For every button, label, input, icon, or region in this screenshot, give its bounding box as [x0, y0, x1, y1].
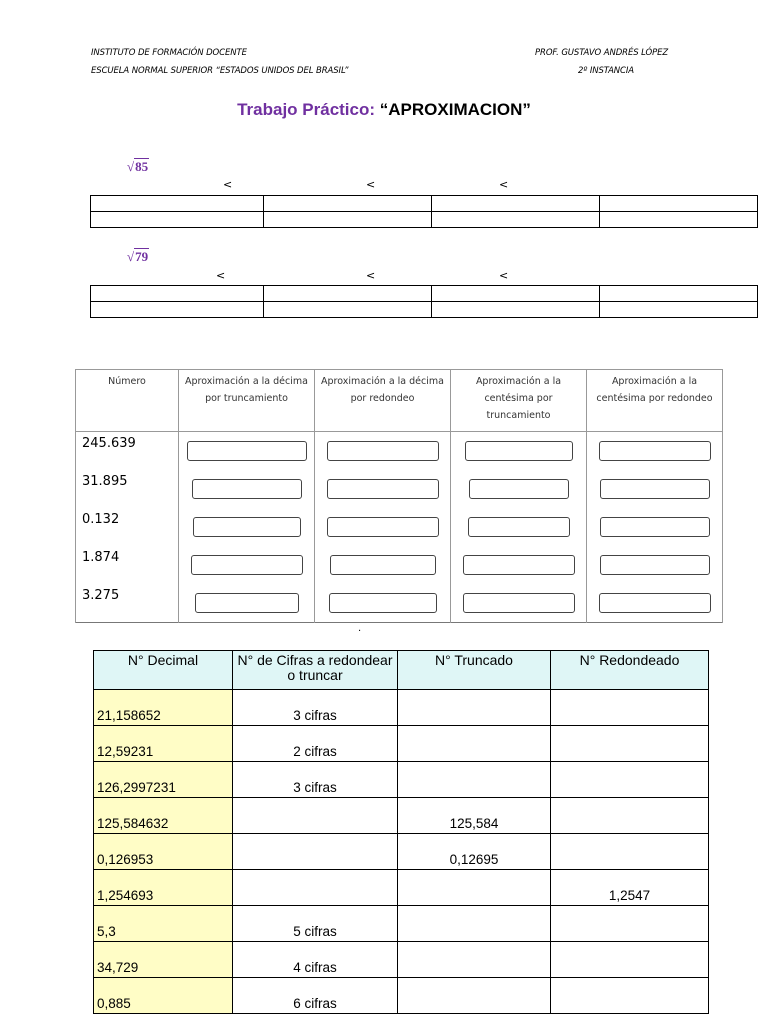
truncated-cell[interactable] — [398, 906, 551, 942]
decimal-cell: 0,126953 — [94, 834, 233, 870]
answer-box[interactable] — [191, 555, 303, 575]
answer-cell[interactable] — [264, 286, 432, 302]
less-than-sign: < — [366, 178, 376, 191]
header-rounded: N° Redondeado — [551, 651, 709, 690]
digits-cell[interactable] — [233, 798, 398, 834]
periodic-decimal: 34,729 — [97, 960, 139, 975]
header-hundredth-truncation: Aproximación a la centésima por truncamiento — [451, 370, 587, 432]
answer-cell[interactable] — [432, 302, 600, 318]
table-row — [76, 584, 723, 623]
header-decimal: N° Decimal — [94, 651, 233, 690]
table-row — [94, 906, 709, 942]
answer-cell[interactable] — [600, 196, 758, 212]
answer-cell[interactable] — [264, 212, 432, 228]
answer-cell[interactable] — [91, 286, 264, 302]
answer-box[interactable] — [187, 441, 307, 461]
rounded-cell[interactable] — [551, 762, 709, 798]
sqrt-85-table — [90, 195, 758, 228]
answer-box[interactable] — [195, 593, 299, 613]
digits-cell[interactable] — [233, 870, 398, 906]
rounded-cell[interactable] — [551, 906, 709, 942]
number-cell: 245.639 — [76, 432, 179, 471]
sqrt-79-table — [90, 285, 758, 318]
decimal-table — [93, 650, 709, 1014]
table-row — [94, 834, 709, 870]
answer-box[interactable] — [465, 441, 573, 461]
number-cell: 3.275 — [76, 584, 179, 623]
answer-box[interactable] — [327, 517, 439, 537]
digits-cell: 6 cifras — [233, 978, 398, 1014]
radicand: 79 — [135, 249, 149, 264]
header-tenth-rounding: Aproximación a la décima por redondeo — [315, 370, 451, 432]
table-row — [94, 690, 709, 726]
header-tenth-truncation: Aproximación a la décima por truncamiento — [179, 370, 315, 432]
rounded-cell[interactable] — [551, 690, 709, 726]
digits-cell: 4 cifras — [233, 942, 398, 978]
header-hundredth-rounding: Aproximación a la centésima por redondeo — [587, 370, 723, 432]
title-main: “APROXIMACION” — [379, 100, 531, 119]
answer-box[interactable] — [463, 555, 575, 575]
decimal-cell: 21,158652 — [94, 690, 233, 726]
less-than-sign: < — [366, 269, 376, 282]
answer-cell[interactable] — [600, 286, 758, 302]
decimal-cell — [94, 978, 233, 1014]
answer-cell[interactable] — [432, 196, 600, 212]
digits-cell: 3 cifras — [233, 690, 398, 726]
table-row — [76, 508, 723, 546]
less-than-sign: < — [216, 269, 226, 282]
header-number: Número — [76, 370, 179, 432]
sqrt-symbol: √ — [127, 249, 135, 264]
truncated-cell[interactable] — [398, 762, 551, 798]
decimal-cell: 12,59231 — [94, 726, 233, 762]
digits-cell: 2 cifras — [233, 726, 398, 762]
answer-box[interactable] — [600, 479, 710, 499]
sqrt-79 — [127, 249, 149, 265]
truncated-cell[interactable] — [398, 942, 551, 978]
table-row — [94, 942, 709, 978]
less-than-sign: < — [499, 269, 509, 282]
answer-box[interactable] — [469, 479, 569, 499]
decimal-cell: 125,584632 — [94, 798, 233, 834]
answer-box[interactable] — [600, 517, 710, 537]
table-row — [76, 546, 723, 584]
digits-cell[interactable] — [233, 834, 398, 870]
instance-label: 2º INSTANCIA — [578, 66, 635, 76]
header-truncated: N° Truncado — [398, 651, 551, 690]
answer-box[interactable] — [330, 555, 436, 575]
truncated-cell[interactable] — [398, 690, 551, 726]
decimal-cell — [94, 942, 233, 978]
school-name: ESCUELA NORMAL SUPERIOR “ESTADOS UNIDOS DEL BRASIL” — [91, 66, 349, 76]
answer-cell[interactable] — [91, 302, 264, 318]
less-than-sign: < — [499, 178, 509, 191]
answer-box[interactable] — [193, 517, 301, 537]
header-digits: N° de Cifras a redondear o truncar — [233, 651, 398, 690]
sqrt-symbol: √ — [127, 159, 135, 174]
truncated-cell[interactable] — [398, 870, 551, 906]
rounded-cell[interactable] — [551, 942, 709, 978]
institute-name: INSTITUTO DE FORMACIÓN DOCENTE — [91, 48, 247, 58]
number-cell: 1.874 — [76, 546, 179, 584]
decimal-cell — [94, 906, 233, 942]
answer-box[interactable] — [329, 593, 437, 613]
rounded-cell[interactable] — [551, 978, 709, 1014]
answer-box[interactable] — [327, 479, 439, 499]
sqrt-85 — [127, 159, 149, 175]
answer-box[interactable] — [463, 593, 575, 613]
answer-cell[interactable] — [264, 302, 432, 318]
table-row — [94, 762, 709, 798]
decimal-cell: 1,254693 — [94, 870, 233, 906]
rounded-cell[interactable] — [551, 834, 709, 870]
periodic-decimal: 0,885 — [97, 996, 131, 1011]
table-row — [94, 726, 709, 762]
truncated-cell[interactable] — [398, 726, 551, 762]
table-row — [94, 978, 709, 1014]
answer-cell[interactable] — [432, 212, 600, 228]
answer-box[interactable] — [599, 441, 711, 461]
rounded-cell[interactable] — [551, 798, 709, 834]
truncated-cell[interactable] — [398, 978, 551, 1014]
answer-box[interactable] — [192, 479, 302, 499]
table-row — [94, 798, 709, 834]
digits-cell: 5 cifras — [233, 906, 398, 942]
truncated-cell: 125,584 — [398, 798, 551, 834]
approximation-table — [75, 369, 723, 623]
answer-box[interactable] — [600, 555, 710, 575]
rounded-cell: 1,2547 — [551, 870, 709, 906]
number-cell: 0.132 — [76, 508, 179, 546]
digits-cell: 3 cifras — [233, 762, 398, 798]
rounded-cell[interactable] — [551, 726, 709, 762]
page-title — [0, 100, 768, 120]
number-cell: 31.895 — [76, 470, 179, 508]
answer-box[interactable] — [599, 593, 711, 613]
answer-cell[interactable] — [432, 286, 600, 302]
radicand: 85 — [135, 159, 149, 174]
table-row — [76, 432, 723, 471]
decimal-cell: 126,2997231 — [94, 762, 233, 798]
title-prefix: Trabajo Práctico: — [237, 100, 376, 119]
answer-cell[interactable] — [600, 212, 758, 228]
answer-cell[interactable] — [600, 302, 758, 318]
answer-cell[interactable] — [91, 196, 264, 212]
answer-box[interactable] — [468, 517, 570, 537]
table-row — [94, 870, 709, 906]
truncated-cell: 0,12695 — [398, 834, 551, 870]
stray-dot: . — [358, 623, 362, 634]
answer-cell[interactable] — [91, 212, 264, 228]
professor-name: PROF. GUSTAVO ANDRÉS LÓPEZ — [535, 48, 669, 58]
less-than-sign: < — [223, 178, 233, 191]
answer-cell[interactable] — [264, 196, 432, 212]
answer-box[interactable] — [327, 441, 439, 461]
table-row — [76, 470, 723, 508]
periodic-decimal: 5,3 — [97, 924, 116, 939]
